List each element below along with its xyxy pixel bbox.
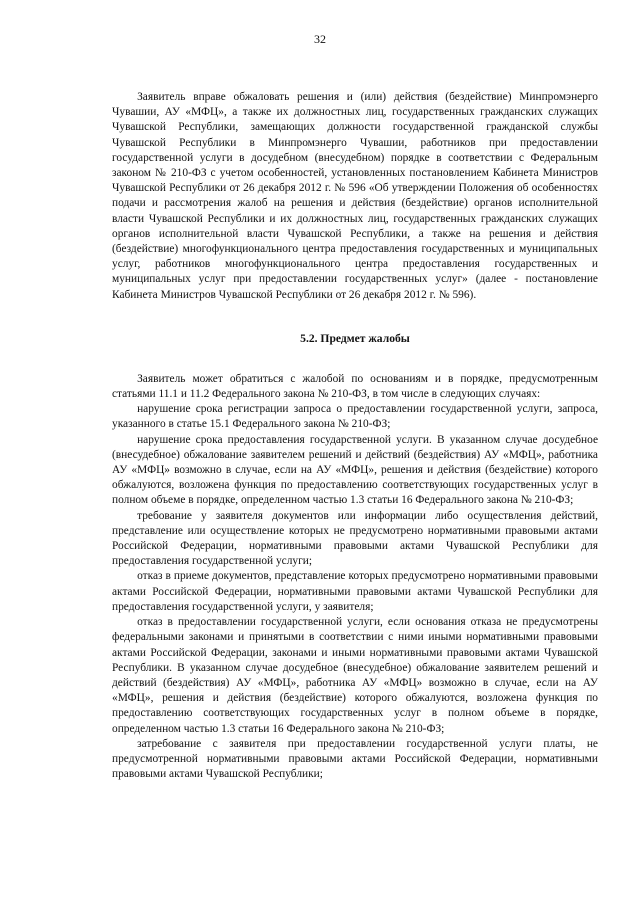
list-item-service-refusal: отказ в предоставлении государственной услуги, если основания отказа не предусмотрены федеральными законами и принятыми в соответствии с ними иными нормативными правовыми актами Российской Федерации, законами и иными нормативными правовыми актами Чувашской Республики. В указанном случае досудебное (внесудебное) обжалование заявителем решений и действий (бездействия) АУ «МФЦ», работника АУ «МФЦ» возможно в случае, если на АУ «МФЦ», решения и действия (бездействие) которого обжалуются, возложена функция по предоставлению соответствующих государственных услуг в полном объеме в порядке, определенном частью 1.3 статьи 16 Федерального закона № 210-ФЗ; — [112, 616, 598, 735]
intro-paragraph: Заявитель вправе обжаловать решения и (или) действия (бездействие) Минпромэнерго Чувашии, АУ «МФЦ», а также их должностных лиц, государственных гражданских служащих Чувашской Республики, замещающих должности государственной гражданской службы Чувашской Республики в Минпромэнерго Чувашии, работников при предоставлении государственной услуги в досудебном (внесудебном) порядке в соответствии с Федеральным законом № 210-ФЗ с учетом особенностей, установленных постановлением Кабинета Министров Чувашской Республики от 26 декабря 2012 г. № 596 «Об утверждении Положения об особенностях подачи и рассмотрения жалоб на решения и действия (бездействие) органов исполнительной власти Чувашской Республики и их должностных лиц, государственных гражданских служащих органов исполнительной власти Чувашской Республики, а также на решения и действия (бездействие) многофункционального центра предоставления государственных и муниципальных услуг, работников многофункционального центра предоставления государственных и муниципальных услуг при предоставлении государственных услуг» (далее - постановление Кабинета Министров Чувашской Республики от 26 декабря 2012 г. № 596). — [112, 91, 598, 301]
list-item-service-delay: нарушение срока предоставления государственной услуги. В указанном случае досудебное (внесудебное) обжалование заявителем решений и действий (бездействия) АУ «МФЦ», работника АУ «МФЦ» возможно в случае, если на АУ «МФЦ», решения и действия (бездействие) которого обжалуются, возложена функция по предоставлению соответствующих государственных услуг в полном объеме в порядке, определенном частью 1.3 статьи 16 Федерального закона № 210-ФЗ; — [112, 433, 598, 507]
list-item-extra-payment: затребование с заявителя при предоставлении государственной услуги платы, не предусмотренной нормативными правовыми актами Российской Федерации, нормативными правовыми актами Чувашской Республики; — [112, 737, 598, 781]
section-paragraph: Заявитель может обратиться с жалобой по основаниям и в порядке, предусмотренным статьями 11.1 и 11.2 Федерального закона № 210-ФЗ, в том числе в следующих случаях: — [112, 372, 598, 401]
document-body — [112, 90, 598, 782]
list-item-document-refusal: отказ в приеме документов, представление которых предусмотрено нормативными правовыми актами Российской Федерации, нормативными правовыми актами Чувашской Республики для предоставления государственной услуги, у заявителя; — [112, 570, 598, 613]
list-item-extra-documents: требование у заявителя документов или информации либо осуществления действий, представление или осуществление которых не предусмотрено нормативными правовыми актами Российской Федерации, нормативными правовыми актами Чувашской Республики для предоставления государственной услуги; — [112, 509, 598, 568]
section-heading: 5.2. Предмет жалобы — [300, 331, 410, 345]
list-item-registration-delay: нарушение срока регистрации запроса о предоставлении государственной услуги, запроса, указанного в статье 15.1 Федерального закона № 210-ФЗ; — [112, 403, 598, 431]
page-number: 32 — [314, 32, 326, 46]
